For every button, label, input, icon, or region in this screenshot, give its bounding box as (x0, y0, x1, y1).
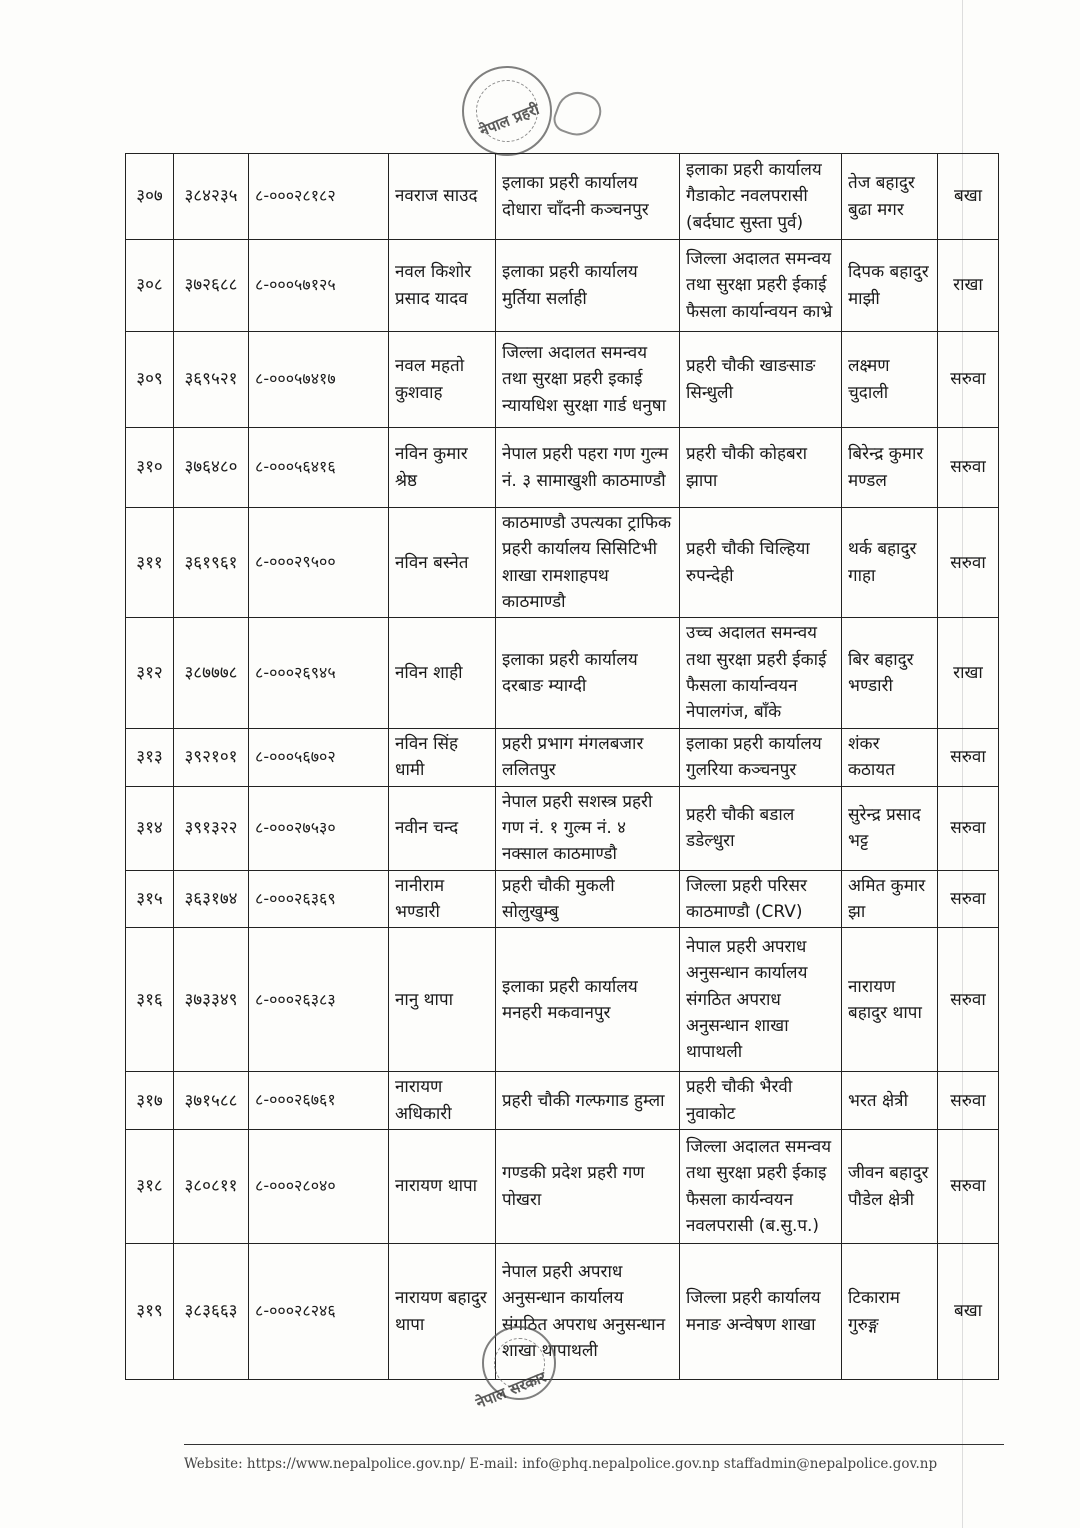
replacement-name-cell: दिपक बहादुर माझी (842, 240, 938, 332)
transfer-table (125, 153, 999, 1380)
transfer-office-cell: इलाका प्रहरी कार्यालय गैडाकोट नवलपरासी (बर्दघाट सुस्ता पुर्व) (680, 154, 842, 240)
office-stamp-top: नेपाल प्रहरी (476, 99, 542, 141)
remark-cell: बखा (938, 154, 999, 240)
remark-cell: सरुवा (938, 928, 999, 1072)
transfer-office-cell: इलाका प्रहरी कार्यालय गुलरिया कञ्चनपुर (680, 728, 842, 786)
employee-name-cell: नारायण अधिकारी (389, 1072, 496, 1130)
replacement-name-cell: टिकाराम गुरुङ्ग (842, 1244, 938, 1380)
transfer-office-cell: जिल्ला प्रहरी परिसर काठमाण्डौ (CRV) (680, 870, 842, 928)
employee-name-cell: नवीन चन्द (389, 786, 496, 870)
replacement-name-cell: बिर बहादुर भण्डारी (842, 618, 938, 728)
employee-code-cell: ८-०००२६९४५ (249, 618, 389, 728)
employee-name-cell: नवल महतो कुशवाह (389, 332, 496, 428)
employee-code-cell: ८-०००२६३६९ (249, 870, 389, 928)
employee-code-cell: ८-०००२९५०० (249, 508, 389, 618)
table-row (126, 154, 999, 240)
police-number-cell: ३६१९६१ (174, 508, 249, 618)
employee-code-cell: ८-०००२८२४६ (249, 1244, 389, 1380)
current-office-cell: नेपाल प्रहरी पहरा गण गुल्म नं. ३ सामाखुशी काठमाण्डौ (496, 428, 680, 508)
current-office-cell: इलाका प्रहरी कार्यालय दरबाङ म्याग्दी (496, 618, 680, 728)
table-row (126, 728, 999, 786)
police-number-cell: ३९१३२२ (174, 786, 249, 870)
current-office-cell: जिल्ला अदालत समन्वय तथा सुरक्षा प्रहरी इकाई न्यायधिश सुरक्षा गार्ड धनुषा (496, 332, 680, 428)
signature-icon (550, 86, 606, 142)
employee-name-cell: नारायण थापा (389, 1130, 496, 1244)
employee-code-cell: ८-०००२७५३० (249, 786, 389, 870)
police-number-cell: ३८३६६३ (174, 1244, 249, 1380)
replacement-name-cell: भरत क्षेत्री (842, 1072, 938, 1130)
replacement-name-cell: तेज बहादुर बुढा मगर (842, 154, 938, 240)
police-number-cell: ३६९५२१ (174, 332, 249, 428)
remark-cell: सरुवा (938, 870, 999, 928)
remark-cell: सरुवा (938, 332, 999, 428)
table-row (126, 240, 999, 332)
replacement-name-cell: बिरेन्द्र कुमार मण्डल (842, 428, 938, 508)
transfer-office-cell: जिल्ला अदालत समन्वय तथा सुरक्षा प्रहरी ईकाइ फैसला कार्यन्वयन नवलपरासी (ब.सु.प.) (680, 1130, 842, 1244)
serial-number-cell: ३१९ (126, 1244, 174, 1380)
remark-cell: सरुवा (938, 428, 999, 508)
police-number-cell: ३८४२३५ (174, 154, 249, 240)
employee-name-cell: नानीराम भण्डारी (389, 870, 496, 928)
serial-number-cell: ३१२ (126, 618, 174, 728)
table-row (126, 508, 999, 618)
current-office-cell: नेपाल प्रहरी सशस्त्र प्रहरी गण नं. १ गुल्म नं. ४ नक्साल काठमाण्डौ (496, 786, 680, 870)
employee-name-cell: नविन शाही (389, 618, 496, 728)
remark-cell: राखा (938, 618, 999, 728)
transfer-office-cell: प्रहरी चौकी बडाल डडेल्धुरा (680, 786, 842, 870)
employee-code-cell: ८-०००२८०४० (249, 1130, 389, 1244)
serial-number-cell: ३१० (126, 428, 174, 508)
current-office-cell: प्रहरी प्रभाग मंगलबजार ललितपुर (496, 728, 680, 786)
employee-name-cell: नविन कुमार श्रेष्ठ (389, 428, 496, 508)
serial-number-cell: ३११ (126, 508, 174, 618)
current-office-cell: प्रहरी चौकी मुकली सोलुखुम्बु (496, 870, 680, 928)
current-office-cell: नेपाल प्रहरी अपराध अनुसन्धान कार्यालय संगठित अपराध अनुसन्धान शाखा थापाथली (496, 1244, 680, 1380)
remark-cell: सरुवा (938, 786, 999, 870)
remark-cell: सरुवा (938, 1072, 999, 1130)
police-number-cell: ३७६४८० (174, 428, 249, 508)
current-office-cell: गण्डकी प्रदेश प्रहरी गण पोखरा (496, 1130, 680, 1244)
serial-number-cell: ३१७ (126, 1072, 174, 1130)
serial-number-cell: ३१६ (126, 928, 174, 1072)
table-row (126, 428, 999, 508)
replacement-name-cell: शंकर कठायत (842, 728, 938, 786)
employee-code-cell: ८-०००२६७६१ (249, 1072, 389, 1130)
replacement-name-cell: लक्ष्मण चुदाली (842, 332, 938, 428)
employee-code-cell: ८-०००५६४१६ (249, 428, 389, 508)
employee-code-cell: ८-०००५६७०२ (249, 728, 389, 786)
current-office-cell: इलाका प्रहरी कार्यालय दोधारा चाँदनी कञ्चनपुर (496, 154, 680, 240)
employee-code-cell: ८-०००२८१८२ (249, 154, 389, 240)
serial-number-cell: ३०८ (126, 240, 174, 332)
transfer-office-cell: प्रहरी चौकी भैरवी नुवाकोट (680, 1072, 842, 1130)
employee-name-cell: नारायण बहादुर थापा (389, 1244, 496, 1380)
current-office-cell: इलाका प्रहरी कार्यालय मुर्तिया सर्लाही (496, 240, 680, 332)
employee-name-cell: नविन सिंह धामी (389, 728, 496, 786)
replacement-name-cell: नारायण बहादुर थापा (842, 928, 938, 1072)
employee-name-cell: नवल किशोर प्रसाद यादव (389, 240, 496, 332)
serial-number-cell: ३१३ (126, 728, 174, 786)
police-number-cell: ३७२६८८ (174, 240, 249, 332)
employee-code-cell: ८-०००२६३८३ (249, 928, 389, 1072)
police-number-cell: ३८०८११ (174, 1130, 249, 1244)
police-number-cell: ३६३१७४ (174, 870, 249, 928)
transfer-office-cell: जिल्ला अदालत समन्वय तथा सुरक्षा प्रहरी ईकाई फैसला कार्यान्वयन काभ्रे (680, 240, 842, 332)
table-row (126, 618, 999, 728)
serial-number-cell: ३१५ (126, 870, 174, 928)
replacement-name-cell: जीवन बहादुर पौडेल क्षेत्री (842, 1130, 938, 1244)
police-number-cell: ३७३३४९ (174, 928, 249, 1072)
serial-number-cell: ३१४ (126, 786, 174, 870)
table-row (126, 928, 999, 1072)
table-row (126, 1130, 999, 1244)
footer-contact: Website: https://www.nepalpolice.gov.np/ E-mail: info@phq.nepalpolice.gov.np staffadmin@nepalpolice.gov.np (184, 1456, 938, 1472)
current-office-cell: प्रहरी चौकी गल्फगाड हुम्ला (496, 1072, 680, 1130)
transfer-office-cell: प्रहरी चौकी खाङसाङ सिन्धुली (680, 332, 842, 428)
employee-code-cell: ८-०००५७१२५ (249, 240, 389, 332)
police-number-cell: ३७१५८८ (174, 1072, 249, 1130)
police-number-cell: ३८७७७८ (174, 618, 249, 728)
remark-cell: सरुवा (938, 1130, 999, 1244)
remark-cell: बखा (938, 1244, 999, 1380)
current-office-cell: इलाका प्रहरी कार्यालय मनहरी मकवानपुर (496, 928, 680, 1072)
serial-number-cell: ३०९ (126, 332, 174, 428)
current-office-cell: काठमाण्डौ उपत्यका ट्राफिक प्रहरी कार्यालय सिसिटिभी शाखा रामशाहपथ काठमाण्डौ (496, 508, 680, 618)
transfer-office-cell: उच्च अदालत समन्वय तथा सुरक्षा प्रहरी ईकाई फैसला कार्यान्वयन नेपालगंज, बाँके (680, 618, 842, 728)
transfer-office-cell: जिल्ला प्रहरी कार्यालय मनाङ अन्वेषण शाखा (680, 1244, 842, 1380)
transfer-office-cell: नेपाल प्रहरी अपराध अनुसन्धान कार्यालय संगठित अपराध अनुसन्धान शाखा थापाथली (680, 928, 842, 1072)
table-row (126, 1072, 999, 1130)
employee-code-cell: ८-०००५७४१७ (249, 332, 389, 428)
table-row (126, 332, 999, 428)
remark-cell: राखा (938, 240, 999, 332)
serial-number-cell: ३१८ (126, 1130, 174, 1244)
employee-name-cell: नविन बस्नेत (389, 508, 496, 618)
footer-divider (184, 1444, 1004, 1445)
transfer-office-cell: प्रहरी चौकी कोहबरा झापा (680, 428, 842, 508)
serial-number-cell: ३०७ (126, 154, 174, 240)
transfer-office-cell: प्रहरी चौकी चिल्हिया रुपन्देही (680, 508, 842, 618)
replacement-name-cell: अमित कुमार झा (842, 870, 938, 928)
table-row (126, 1244, 999, 1380)
table-row (126, 870, 999, 928)
employee-name-cell: नवराज साउद (389, 154, 496, 240)
replacement-name-cell: सुरेन्द्र प्रसाद भट्ट (842, 786, 938, 870)
remark-cell: सरुवा (938, 728, 999, 786)
office-stamp-bottom: नेपाल सरकार (473, 1367, 549, 1413)
employee-name-cell: नानु थापा (389, 928, 496, 1072)
replacement-name-cell: थर्क बहादुर गाहा (842, 508, 938, 618)
table-row (126, 786, 999, 870)
remark-cell: सरुवा (938, 508, 999, 618)
police-number-cell: ३९२१०१ (174, 728, 249, 786)
